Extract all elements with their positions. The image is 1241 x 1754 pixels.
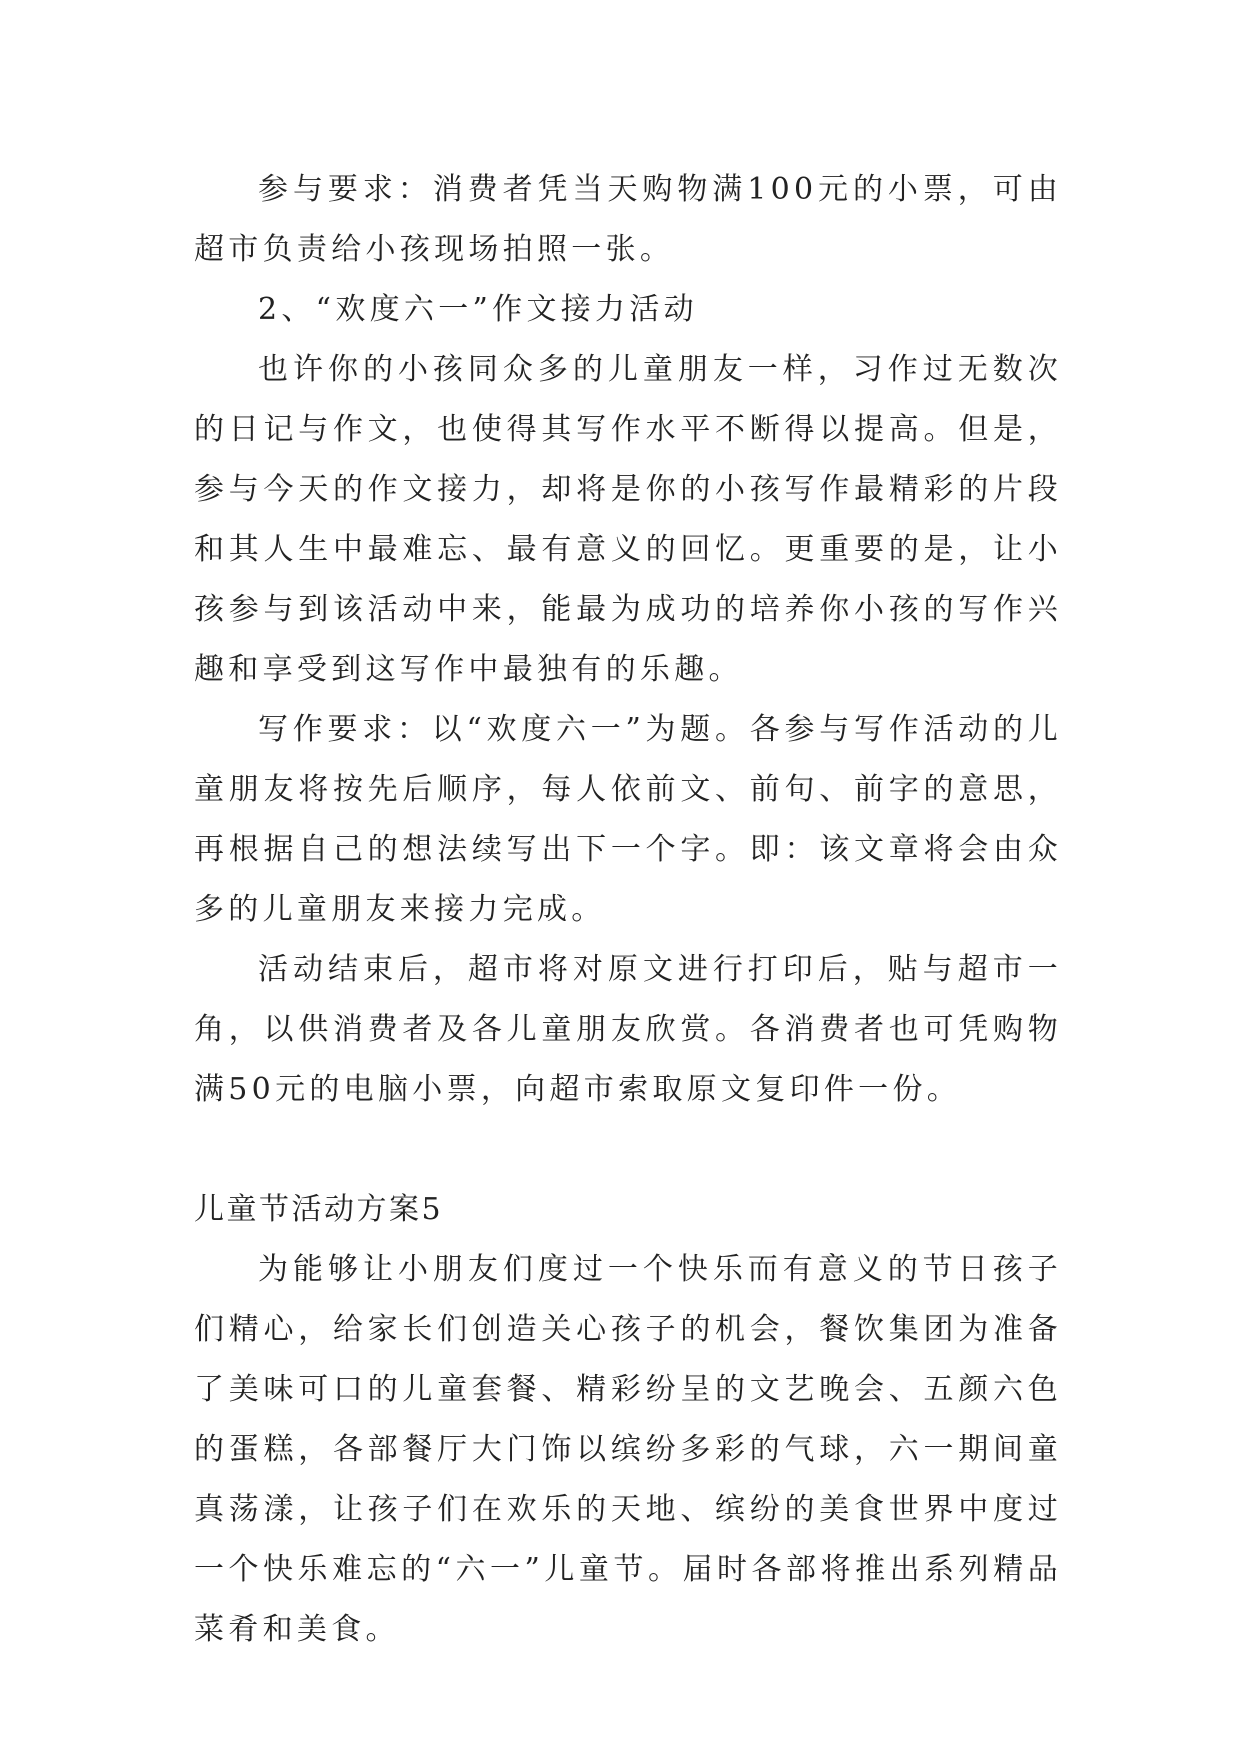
paragraph-plan-5-intro: 为能够让小朋友们度过一个快乐而有意义的节日孩子们精心，给家长们创造关心孩子的机会，餐饮集团为准备了美味可口的儿童套餐、精彩纷呈的文艺晚会、五颜六色的蛋糕，各部餐厅大门饰以缤纷多彩的气球，六一期间童真荡漾，让孩子们在欢乐的天地、缤纷的美食世界中度过一个快乐难忘的“六一”儿童节。届时各部将推出系列精品菜肴和美食。 [194,1252,1062,1647]
paragraph-after-activity: 活动结束后，超市将对原文进行打印后，贴与超市一角，以供消费者及各儿童朋友欣赏。各消费者也可凭购物满50元的电脑小票，向超市索取原文复印件一份。 [194,952,1062,1107]
paragraph-participation-requirements: 参与要求：消费者凭当天购物满100元的小票，可由超市负责给小孩现场拍照一张。 [194,172,1062,267]
paragraph-essay-relay-intro: 也许你的小孩同众多的儿童朋友一样，习作过无数次的日记与作文，也使得其写作水平不断得以提高。但是，参与今天的作文接力，却将是你的小孩写作最精彩的片段和其人生中最难忘、最有意义的回忆。更重要的是，让小孩参与到该活动中来，能最为成功的培养你小孩的写作兴趣和享受到这写作中最独有的乐趣。 [194,352,1062,687]
paragraph-activity-title: 2、“欢度六一”作文接力活动 [258,292,698,327]
section-spacer [194,1120,1062,1180]
paragraph-writing-requirements: 写作要求：以“欢度六一”为题。各参与写作活动的儿童朋友将按先后顺序，每人依前文、前句、前字的意思，再根据自己的想法续写出下一个字。即：该文章将会由众多的儿童朋友来接力完成。 [194,712,1062,927]
document-page [194,160,1062,1660]
section-heading: 儿童节活动方案5 [194,1192,444,1227]
